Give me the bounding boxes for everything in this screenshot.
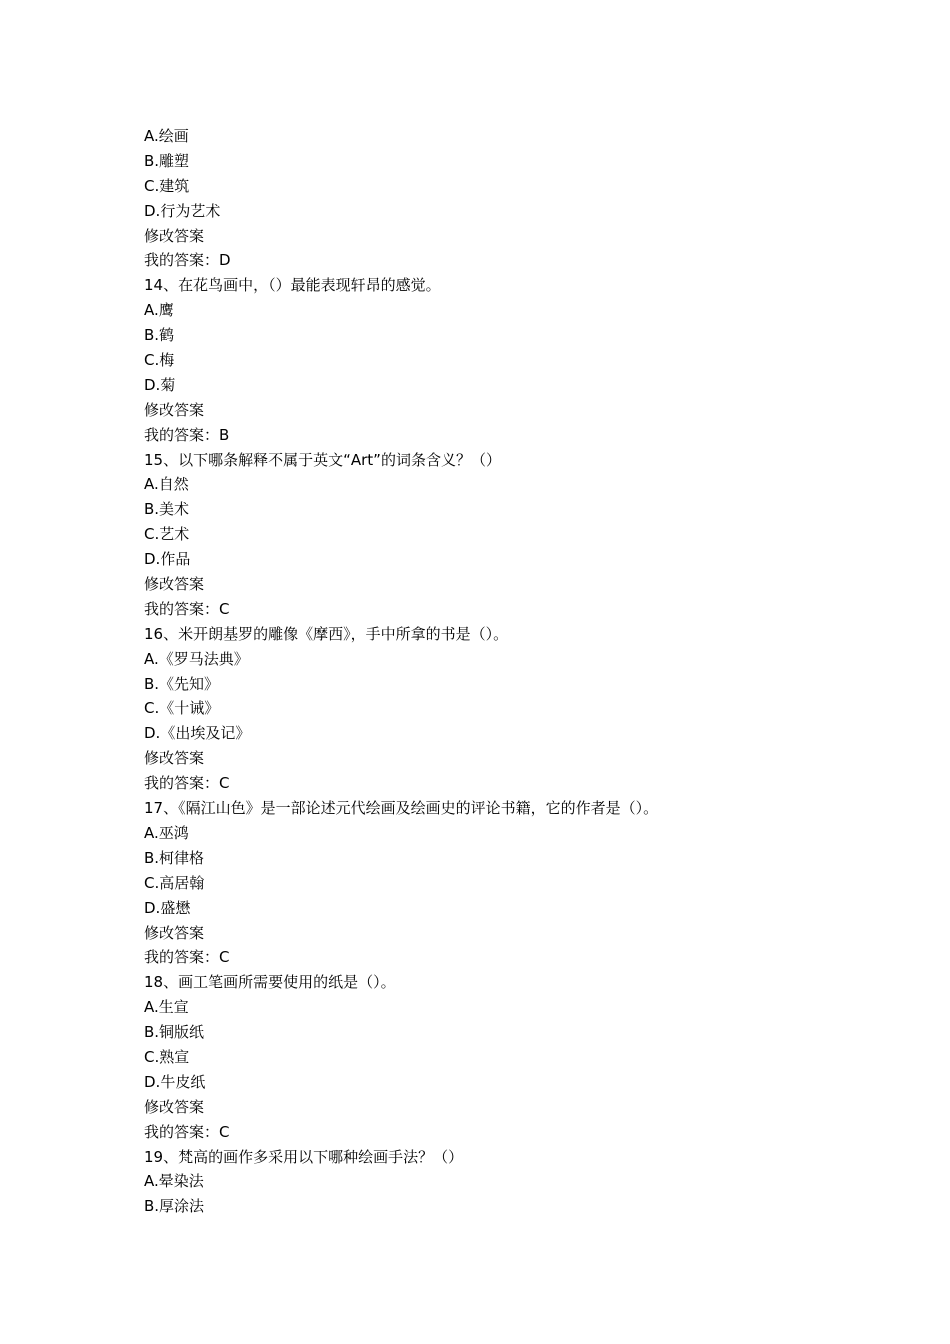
- option-d: D.作品: [144, 550, 191, 569]
- option-d: D.菊: [144, 375, 176, 394]
- option-d: D.行为艺术: [144, 201, 221, 220]
- option-b: B.雕塑: [144, 151, 190, 170]
- modify-answer-text: 修改答案: [144, 226, 205, 245]
- modify-answer-text: 修改答案: [144, 1097, 205, 1116]
- my-answer: 我的答案：D: [144, 251, 231, 270]
- option-c: C.建筑: [144, 176, 190, 195]
- question-17: 17、《隔江山色》是一部论述元代绘画及绘画史的评论书籍，它的作者是（）。: [144, 799, 659, 818]
- option-a: A.鹰: [144, 301, 174, 320]
- option-a: A.巫鸿: [144, 823, 189, 842]
- option-a: A.自然: [144, 475, 189, 494]
- modify-answer-text: 修改答案: [144, 575, 205, 594]
- option-a: A.绘画: [144, 127, 189, 145]
- option-d: D.《出埃及记》: [144, 724, 251, 743]
- option-c: C.熟宣: [144, 1047, 190, 1066]
- option-a: A.《罗马法典》: [144, 649, 249, 668]
- option-b: B.柯律格: [144, 848, 205, 867]
- document-text: [144, 124, 844, 1219]
- option-a: A.生宣: [144, 998, 189, 1017]
- my-answer: 我的答案：C: [144, 1122, 230, 1141]
- option-d: D.牛皮纸: [144, 1072, 206, 1091]
- option-b: B.厚涂法: [144, 1197, 205, 1216]
- question-15: 15、以下哪条解释不属于英文“Art”的词条含义？（）: [144, 450, 501, 469]
- my-answer: 我的答案：B: [144, 425, 230, 444]
- option-c: C.高居翰: [144, 873, 205, 892]
- option-b: B.铜版纸: [144, 1023, 205, 1042]
- modify-answer-text: 修改答案: [144, 749, 205, 768]
- modify-answer-text: 修改答案: [144, 400, 205, 419]
- option-c: C.梅: [144, 351, 175, 370]
- question-16: 16、米开朗基罗的雕像《摩西》，手中所拿的书是（）。: [144, 624, 509, 643]
- option-b: B.《先知》: [144, 674, 220, 693]
- option-b: B.鹤: [144, 326, 175, 345]
- modify-answer-text: 修改答案: [144, 923, 205, 942]
- option-c: C.《十诫》: [144, 699, 220, 718]
- option-d: D.盛懋: [144, 898, 191, 917]
- my-answer: 我的答案：C: [144, 948, 230, 967]
- question-14: 14、在花鸟画中，（）最能表现轩昂的感觉。: [144, 276, 441, 295]
- option-a: A.晕染法: [144, 1172, 204, 1191]
- option-b: B.美术: [144, 500, 190, 519]
- question-18: 18、画工笔画所需要使用的纸是（）。: [144, 973, 396, 992]
- option-c: C.艺术: [144, 525, 190, 544]
- my-answer: 我的答案：C: [144, 774, 230, 793]
- question-19: 19、梵高的画作多采用以下哪种绘画手法？（）: [144, 1147, 464, 1166]
- my-answer: 我的答案：C: [144, 599, 230, 618]
